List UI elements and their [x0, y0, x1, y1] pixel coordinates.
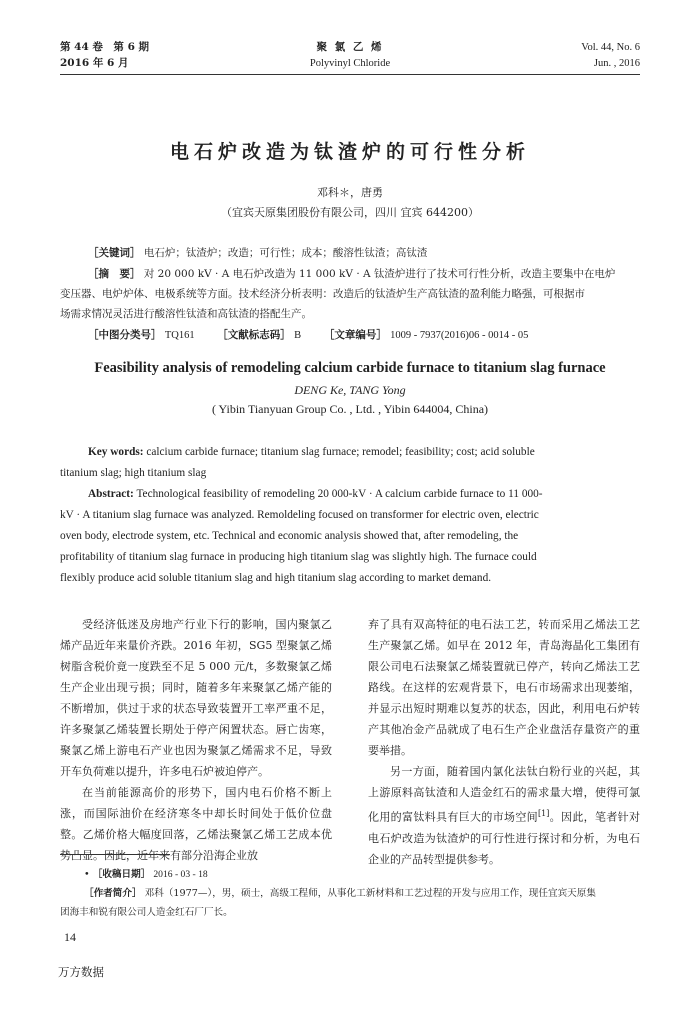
classification-line [88, 327, 640, 342]
abstract-en-line-5: flexibly produce acid soluble titanium slag and high titanium slag according to market demand. [60, 572, 492, 584]
abstract-cn-line-3: 场需求情况灵活进行酸溶性钛渣和高钛渣的搭配生产。 [60, 308, 312, 320]
keywords-en-line-2: titanium slag; high titanium slag [60, 467, 207, 479]
affiliation-en: ( Yibin Tianyuan Group Co. , Ltd. , Yibin 644004, China) [211, 402, 489, 416]
abstract-cn-line-2: 变压器、电炉炉体、电极系统等方面。技术经济分析表明：改造后的钛渣炉生产高钛渣的盈利能力略强，可根据市 [60, 288, 585, 300]
received-label: ［收稿日期］ [92, 869, 151, 880]
author-bio-text-1: 邓科（1977—），男，硕士，高级工程师，从事化工新材料和工艺过程的开发与应用工作，现任宜宾天原集 [144, 888, 596, 899]
footnote-rule [60, 854, 170, 855]
doc-code-label: ［文献标志码］ [217, 329, 291, 341]
article-no-label: ［文章编号］ [323, 329, 387, 341]
doc-code-value: B [294, 330, 302, 341]
header-date-cn: 2016 年 6 月 [60, 57, 129, 69]
footnote-author-line-2: 团海丰和锐有限公司人造金红石厂厂长。 [60, 907, 233, 918]
body-paragraph: 弃了具有双高特征的电石法工艺，转而采用乙烯法工艺生产聚氯乙烯。如早在 2012 年，青岛海晶化工集团有限公司电石法聚氯乙烯装置就已停产，转向乙烯法工艺路线。在这样的宏观背景下，电石市场需求出现萎缩，并显示出短时期难以复苏的状态，因此，利用电石炉转产其他冶金产品就成了电石生产企业盘活存量资产的重要举措。 [368, 618, 640, 757]
header-date-en: Jun. , 2016 [593, 58, 640, 69]
header-journal-cn: 聚 氯 乙 烯 [316, 41, 384, 53]
body-text: 。因此，笔者针对电石炉改造为钛渣炉的可行性进行探讨和分析，为电石企业的产品转型提供参考。 [368, 810, 641, 866]
header-volume-cn: 第 44 卷 第 6 期 [60, 41, 150, 53]
title-en: Feasibility analysis of remodeling calcium carbide furnace to titanium slag furnace [94, 360, 606, 376]
abstract-en-line-3: oven body, electrode system, etc. Technical and economic analysis showed that, after remodeling, the [60, 530, 519, 542]
authors-en: DENG Ke, TANG Yong [294, 383, 406, 397]
header-rule [60, 74, 640, 75]
affiliation-cn: （宜宾天原集团股份有限公司，四川 宜宾 644200） [221, 206, 479, 219]
keywords-cn [88, 245, 640, 260]
author-bio-label: ［作者简介］ [84, 888, 142, 899]
abstract-cn-text-1: 对 20 000 kV · A 电石炉改造为 11 000 kV · A 钛渣炉进行了技术可行性分析，改造主要集中在电炉 [143, 268, 616, 280]
bullet-icon: • [84, 869, 90, 880]
clc-label: ［中图分类号］ [88, 329, 162, 341]
received-value: 2016 - 03 - 18 [153, 869, 208, 880]
header-journal-en: Polyvinyl Chloride [309, 58, 391, 69]
keywords-cn-label: ［关键词］ [88, 247, 141, 259]
body-paragraph: 受经济低迷及房地产行业下行的影响，国内聚氯乙烯产品近年来量价齐跌。2016 年初，SG5 型聚氯乙烯树脂含税价竟一度跌至不足 5 000 元/t，多数聚氯乙烯生产企业出现亏损；同时，随着多年来聚氯乙烯产能的不断增加，供过于求的状态导致装置开工率严重不足，许多聚氯乙烯装置长期处于停产闲置状态。唇亡齿寒，聚氯乙烯上游电石产业也因为聚氯乙烯需求不足，导致开车负荷难以提升，许多电石炉被迫停产。 [60, 618, 332, 778]
abstract-en-line-4: profitability of titanium slag furnace in producing high titanium slag was slightly high. The furnace could [60, 551, 537, 563]
body-left-column [60, 614, 332, 866]
clc-value: TQ161 [164, 330, 195, 341]
page-number: 14 [64, 930, 76, 944]
abstract-en-text-1: Technological feasibility of remodeling 20 000-kV · A calcium carbide furnace to 11 000- [136, 488, 543, 500]
footnote-received [84, 865, 208, 884]
body-text: 另一方面，随着国内氯化法钛白粉行业的兴起，其上游原料高钛渣和人造金红石的需求量大增，使得可氯化用的富钛料具有巨大的市场空间 [368, 765, 640, 824]
article-no-value: 1009 - 7937(2016)06 - 0014 - 05 [390, 330, 529, 341]
citation-ref: [1] [538, 809, 550, 818]
keywords-cn-text: 电石炉；钛渣炉；改造；可行性；成本；酸溶性钛渣；高钛渣 [143, 247, 428, 259]
footnote-author-line-1 [84, 884, 640, 903]
body-paragraph-with-citation [368, 761, 640, 870]
keywords-en-line-1 [88, 446, 640, 458]
keywords-en-text-1: calcium carbide furnace; titanium slag furnace; remodel; feasibility; cost; acid soluble [146, 446, 535, 458]
abstract-cn-label: ［摘 要］ [88, 268, 141, 280]
body-right-column [368, 614, 640, 870]
abstract-en-label: Abstract: [88, 488, 134, 500]
body-paragraph: 在当前能源高价的形势下，国内电石价格不断上涨，而国际油价在经济寒冬中却长时间处于低价位盘整。乙烯价格大幅度回落，乙烯法聚氯乙烯工艺成本优势凸显。因此，近年来有部分沿海企业放 [60, 786, 332, 862]
watermark: 万方数据 [58, 965, 104, 979]
authors-cn: 邓科＊，唐勇 [317, 186, 383, 199]
keywords-en-label: Key words: [88, 446, 144, 458]
header-volume-en: Vol. 44, No. 6 [581, 42, 640, 53]
abstract-en-line-2: kV · A titanium slag furnace was analyzed. Remoldeling focused on transformer for electric oven, electric [60, 509, 539, 521]
abstract-en-line-1 [88, 488, 640, 500]
abstract-cn-line-1 [88, 266, 640, 281]
title-cn: 电石炉改造为钛渣炉的可行性分析 [169, 141, 530, 163]
